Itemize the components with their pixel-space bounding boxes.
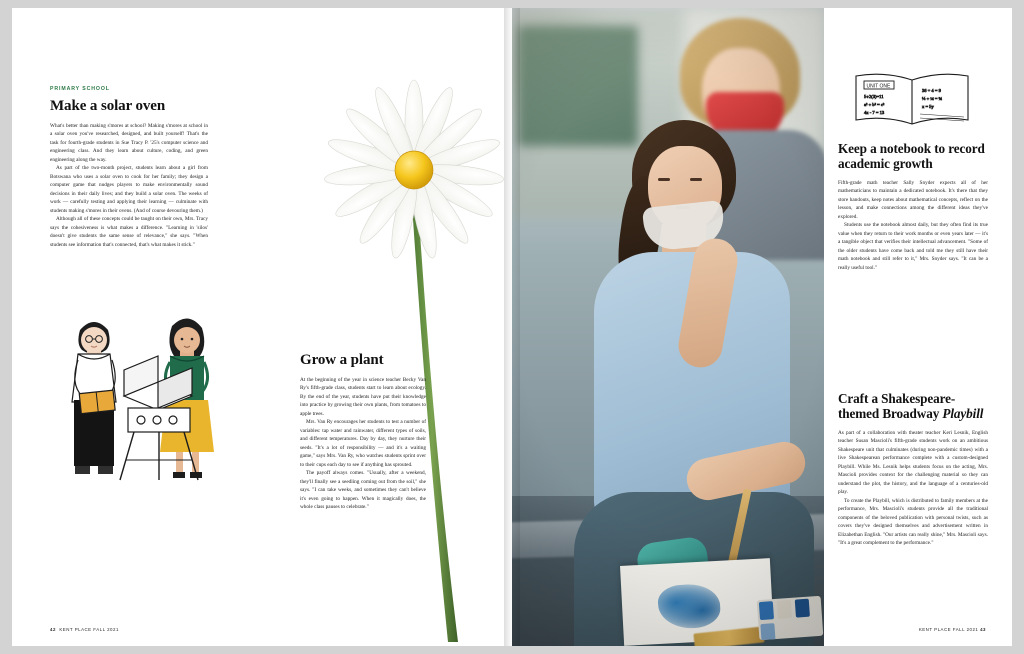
article-paragraph: What's better than making s'mores at school? Making s'mores at school in a solar oven you've researched, designed, and built yourself! That's the task for fourth-grade students in Sue Tracy P. '25's computer science and engineering class. And they learn about culture, coding, and green engineering along the way. <box>50 122 208 163</box>
notebook-unit-label: UNIT ONE <box>866 83 891 90</box>
article-paragraph: As part of a collaboration with theater teacher Keri Lesnik, English teacher Susan Mascioli's fifth-grade students work on an ambitious Shakespeare unit that culminates (during non-pandemic times) with a live Shakespearean performance complete with a custom-designed Playbill. While Ms. Lesnik helps students focus on the acting, Mrs. Mascioli provides context for the challenging material so they can understand the plot, the history, and the language of a centuries-old play. <box>838 429 988 496</box>
two-students-with-solar-oven-illustration <box>46 296 236 526</box>
article-headline: Grow a plant <box>300 352 384 368</box>
svg-text:36 ÷ 4 = 9: 36 ÷ 4 = 9 <box>922 88 941 93</box>
article-headline-italic-part: Playbill <box>942 405 984 421</box>
svg-text:4x - 7 = 13: 4x - 7 = 13 <box>864 110 885 115</box>
student-painting-in-classroom-photo <box>512 8 824 646</box>
article-make-a-solar-oven <box>50 86 208 249</box>
photo-vignette <box>512 8 824 646</box>
article-headline: Make a solar oven <box>50 98 166 114</box>
open-notebook-icon <box>852 70 974 126</box>
article-paragraph: Although all of these concepts could be taught on their own, Mrs. Tracy says the cohesiveness is what makes a difference. "Learning in 'silos' doesn't give students the same sense of relevance," she says. "When students see information that's connected, that's what makes it stick." <box>50 216 208 248</box>
article-grow-a-plant <box>300 346 426 512</box>
svg-text:a² + b² = c²: a² + b² = c² <box>864 102 885 107</box>
right-text-column <box>838 8 988 646</box>
article-paragraph: At the beginning of the year in science teacher Becky Van Ry's fifth-grade class, students start to learn about ecology. By the end of the year, students have put their knowledge into practice by growing their own plants, from tomatoes to apple trees. <box>300 376 426 417</box>
folio-text: KENT PLACE FALL 2021 <box>59 627 119 632</box>
folio-left <box>50 627 119 632</box>
article-paragraph: Mrs. Van Ry encourages her students to test a number of variables: tap water and rainwater, different types of soils, and different temperatures. Day by day, they nurture their seeds. "It's a lot of responsibility — and it's a waiting game," says Mrs. Van Ry, who watches students sprint over to their cups each day to see if anything has sprouted. <box>300 419 426 468</box>
svg-text:x = 5y: x = 5y <box>922 104 934 109</box>
article-headline: Keep a notebook to record academic growth <box>838 141 985 171</box>
article-paragraph: To create the Playbill, which is distributed to family members at the performance, Mrs. Mascioli's students provide all the traditional components of the beloved publication with personal twists, such as covers they've designed themselves and advertisement written in Elizabethan English. "Our artists can really shine," Mrs. Mascioli says. "It's a great complement to the performance." <box>838 497 988 547</box>
right-page <box>512 8 1012 646</box>
article-headline-part: Craft a Shakespeare-themed Broadway <box>838 391 956 421</box>
article-paragraph: Students use the notebook almost daily, but they often find its true value when they return to their work months or even years later — it's a tangible object that verifies their intellectual advancement. "Some of the older students have come back and told me they still have their math notebook and still refer to it," Mrs. Snyder says. "It can be a really useful tool." <box>838 222 988 271</box>
article-eyebrow: PRIMARY SCHOOL <box>50 86 110 92</box>
article-keep-a-notebook <box>838 136 988 272</box>
folio-right <box>919 627 986 632</box>
page-number: 43 <box>980 627 986 632</box>
svg-text:½ + ¼ = ¾: ½ + ¼ = ¾ <box>922 96 943 101</box>
svg-text:5+2(3)=11: 5+2(3)=11 <box>864 94 884 99</box>
article-craft-a-playbill <box>838 386 988 548</box>
folio-text: KENT PLACE FALL 2021 <box>918 627 979 632</box>
page-number: 42 <box>50 627 56 632</box>
article-paragraph: Fifth-grade math teacher Sally Snyder expects all of her mathematicians to maintain a dedicated notebook. It's there that they store handouts, keep notes about mathematical concepts, reflect on the lesson, and make connections among the different ideas they've explored. <box>838 179 988 220</box>
daisy-flower-illustration <box>280 22 510 646</box>
left-page <box>12 8 512 646</box>
article-headline <box>838 392 988 422</box>
article-paragraph: As part of the two-month project, students learn about a girl from Botswana who uses a solar oven to cook for her family; they design a computer game that nudges players to make environmentally sound decisions in their daily lives; and they build a solar oven. The weeks of work — carefully testing and applying their learning — culminate with students making s'mores in their ovens. (And of course devouring them.) <box>50 165 208 214</box>
article-paragraph: The payoff always comes. "Usually, after a weekend, they'll finally see a seedling coming out from the soil," she says. "I can take weeks, and sometimes they can't believe it's even going to happen. When it magically does, the whole class pauses to celebrate." <box>300 470 426 511</box>
